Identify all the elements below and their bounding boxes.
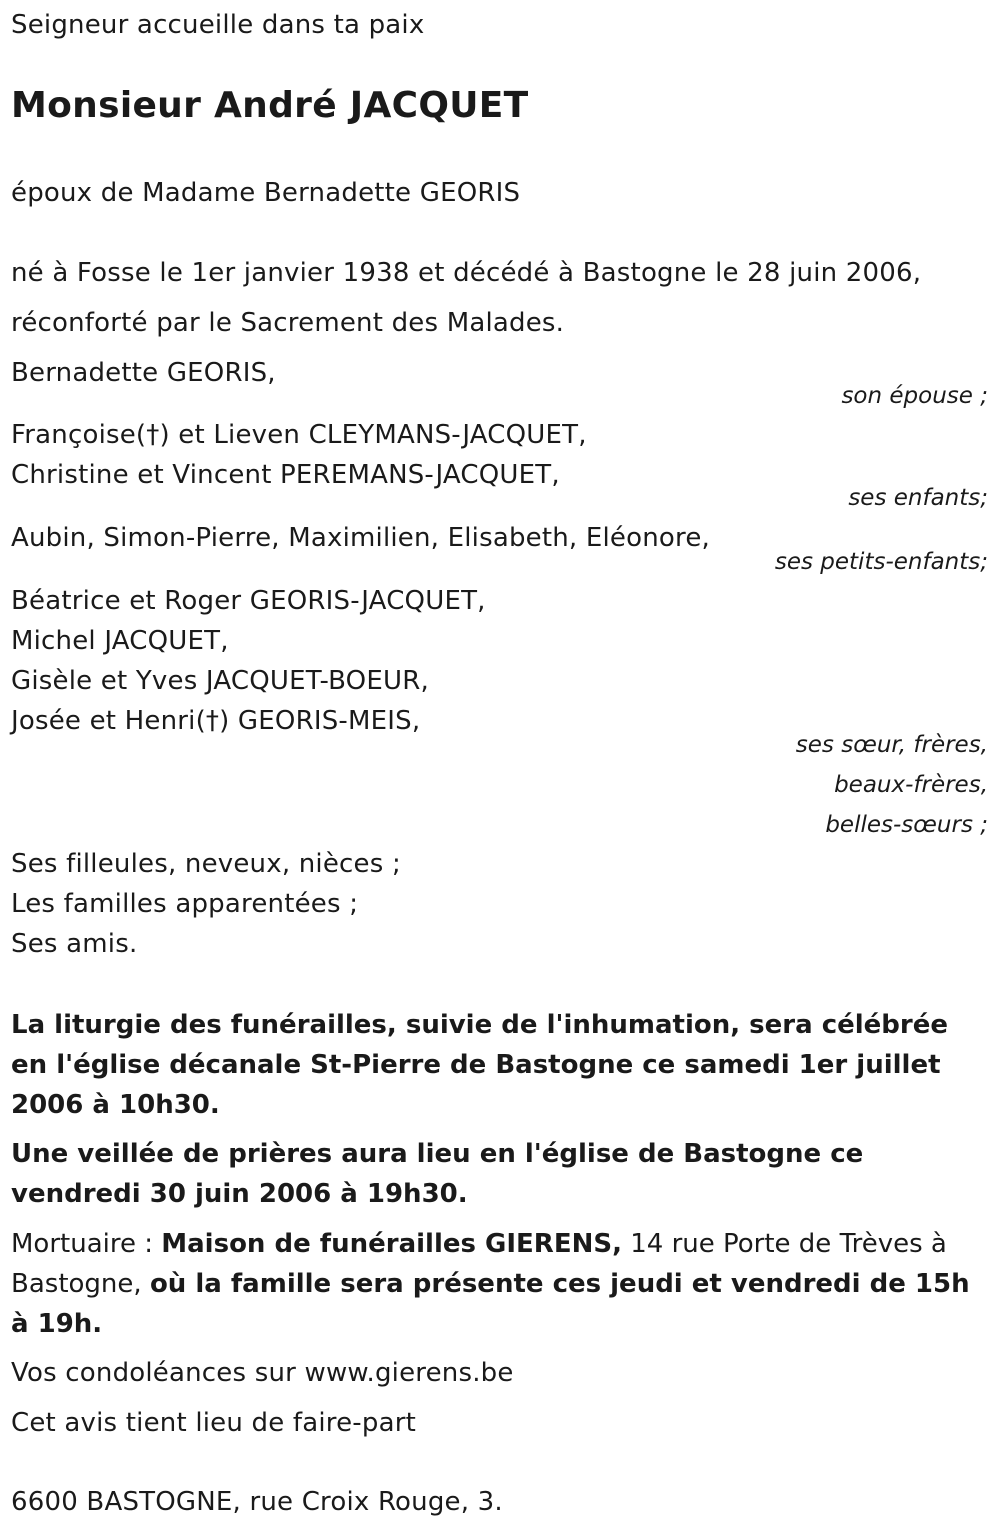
- grandchildren-role: ses petits-enfants;: [774, 549, 988, 575]
- other-relatives-line: Les familles apparentées ;: [11, 889, 359, 919]
- birth-death-line: né à Fosse le 1er janvier 1938 et décédé à Bastogne le 28 juin 2006,: [11, 258, 922, 288]
- children-role: ses enfants;: [848, 485, 988, 511]
- sacrament-line: réconforté par le Sacrement des Malades.: [11, 308, 565, 338]
- sibling-line: Josée et Henri(†) GEORIS-MEIS,: [11, 706, 421, 736]
- sibling-line: Gisèle et Yves JACQUET-BOEUR,: [11, 666, 429, 696]
- siblings-role: beaux-frères,: [834, 772, 988, 798]
- mortuary-paragraph: [11, 1224, 991, 1344]
- other-relatives-line: Ses filleules, neveux, nièces ;: [11, 849, 401, 879]
- deceased-name: Monsieur André JACQUET: [11, 85, 529, 126]
- family-presence-hours: où la famille sera présente ces jeudi et vendredi de 15h à 19h.: [11, 1269, 970, 1339]
- postal-address: 6600 BASTOGNE, rue Croix Rouge, 3.: [11, 1487, 503, 1517]
- spouse-name: Bernadette GEORIS,: [11, 358, 276, 388]
- notice-line: Cet avis tient lieu de faire-part: [11, 1408, 416, 1438]
- funeral-home-address: 14 rue Porte de Trèves à Bastogne,: [11, 1229, 947, 1299]
- siblings-role: belles-sœurs ;: [825, 812, 988, 838]
- child-line: Françoise(†) et Lieven CLEYMANS-JACQUET,: [11, 420, 587, 450]
- other-relatives-line: Ses amis.: [11, 929, 138, 959]
- liturgy-paragraph: La liturgie des funérailles, suivie de l'inhumation, sera célébrée en l'église décanale St-Pierre de Bastogne ce samedi 1er juillet 2006 à 10h30.: [11, 1010, 948, 1120]
- vigil-paragraph: Une veillée de prières aura lieu en l'église de Bastogne ce vendredi 30 juin 2006 à 19h30.: [11, 1139, 864, 1209]
- prayer-line: Seigneur accueille dans ta paix: [11, 10, 425, 40]
- condolences-line: Vos condoléances sur www.gierens.be: [11, 1358, 514, 1388]
- grandchildren-line: Aubin, Simon-Pierre, Maximilien, Elisabeth, Eléonore,: [11, 523, 710, 553]
- child-line: Christine et Vincent PEREMANS-JACQUET,: [11, 460, 560, 490]
- mortuary-label: Mortuaire :: [11, 1229, 162, 1259]
- sibling-line: Michel JACQUET,: [11, 626, 229, 656]
- sibling-line: Béatrice et Roger GEORIS-JACQUET,: [11, 586, 486, 616]
- spouse-role: son épouse ;: [841, 383, 988, 409]
- funeral-home-name: Maison de funérailles GIERENS,: [161, 1229, 622, 1259]
- spouse-line: époux de Madame Bernadette GEORIS: [11, 178, 521, 208]
- siblings-role: ses sœur, frères,: [795, 732, 988, 758]
